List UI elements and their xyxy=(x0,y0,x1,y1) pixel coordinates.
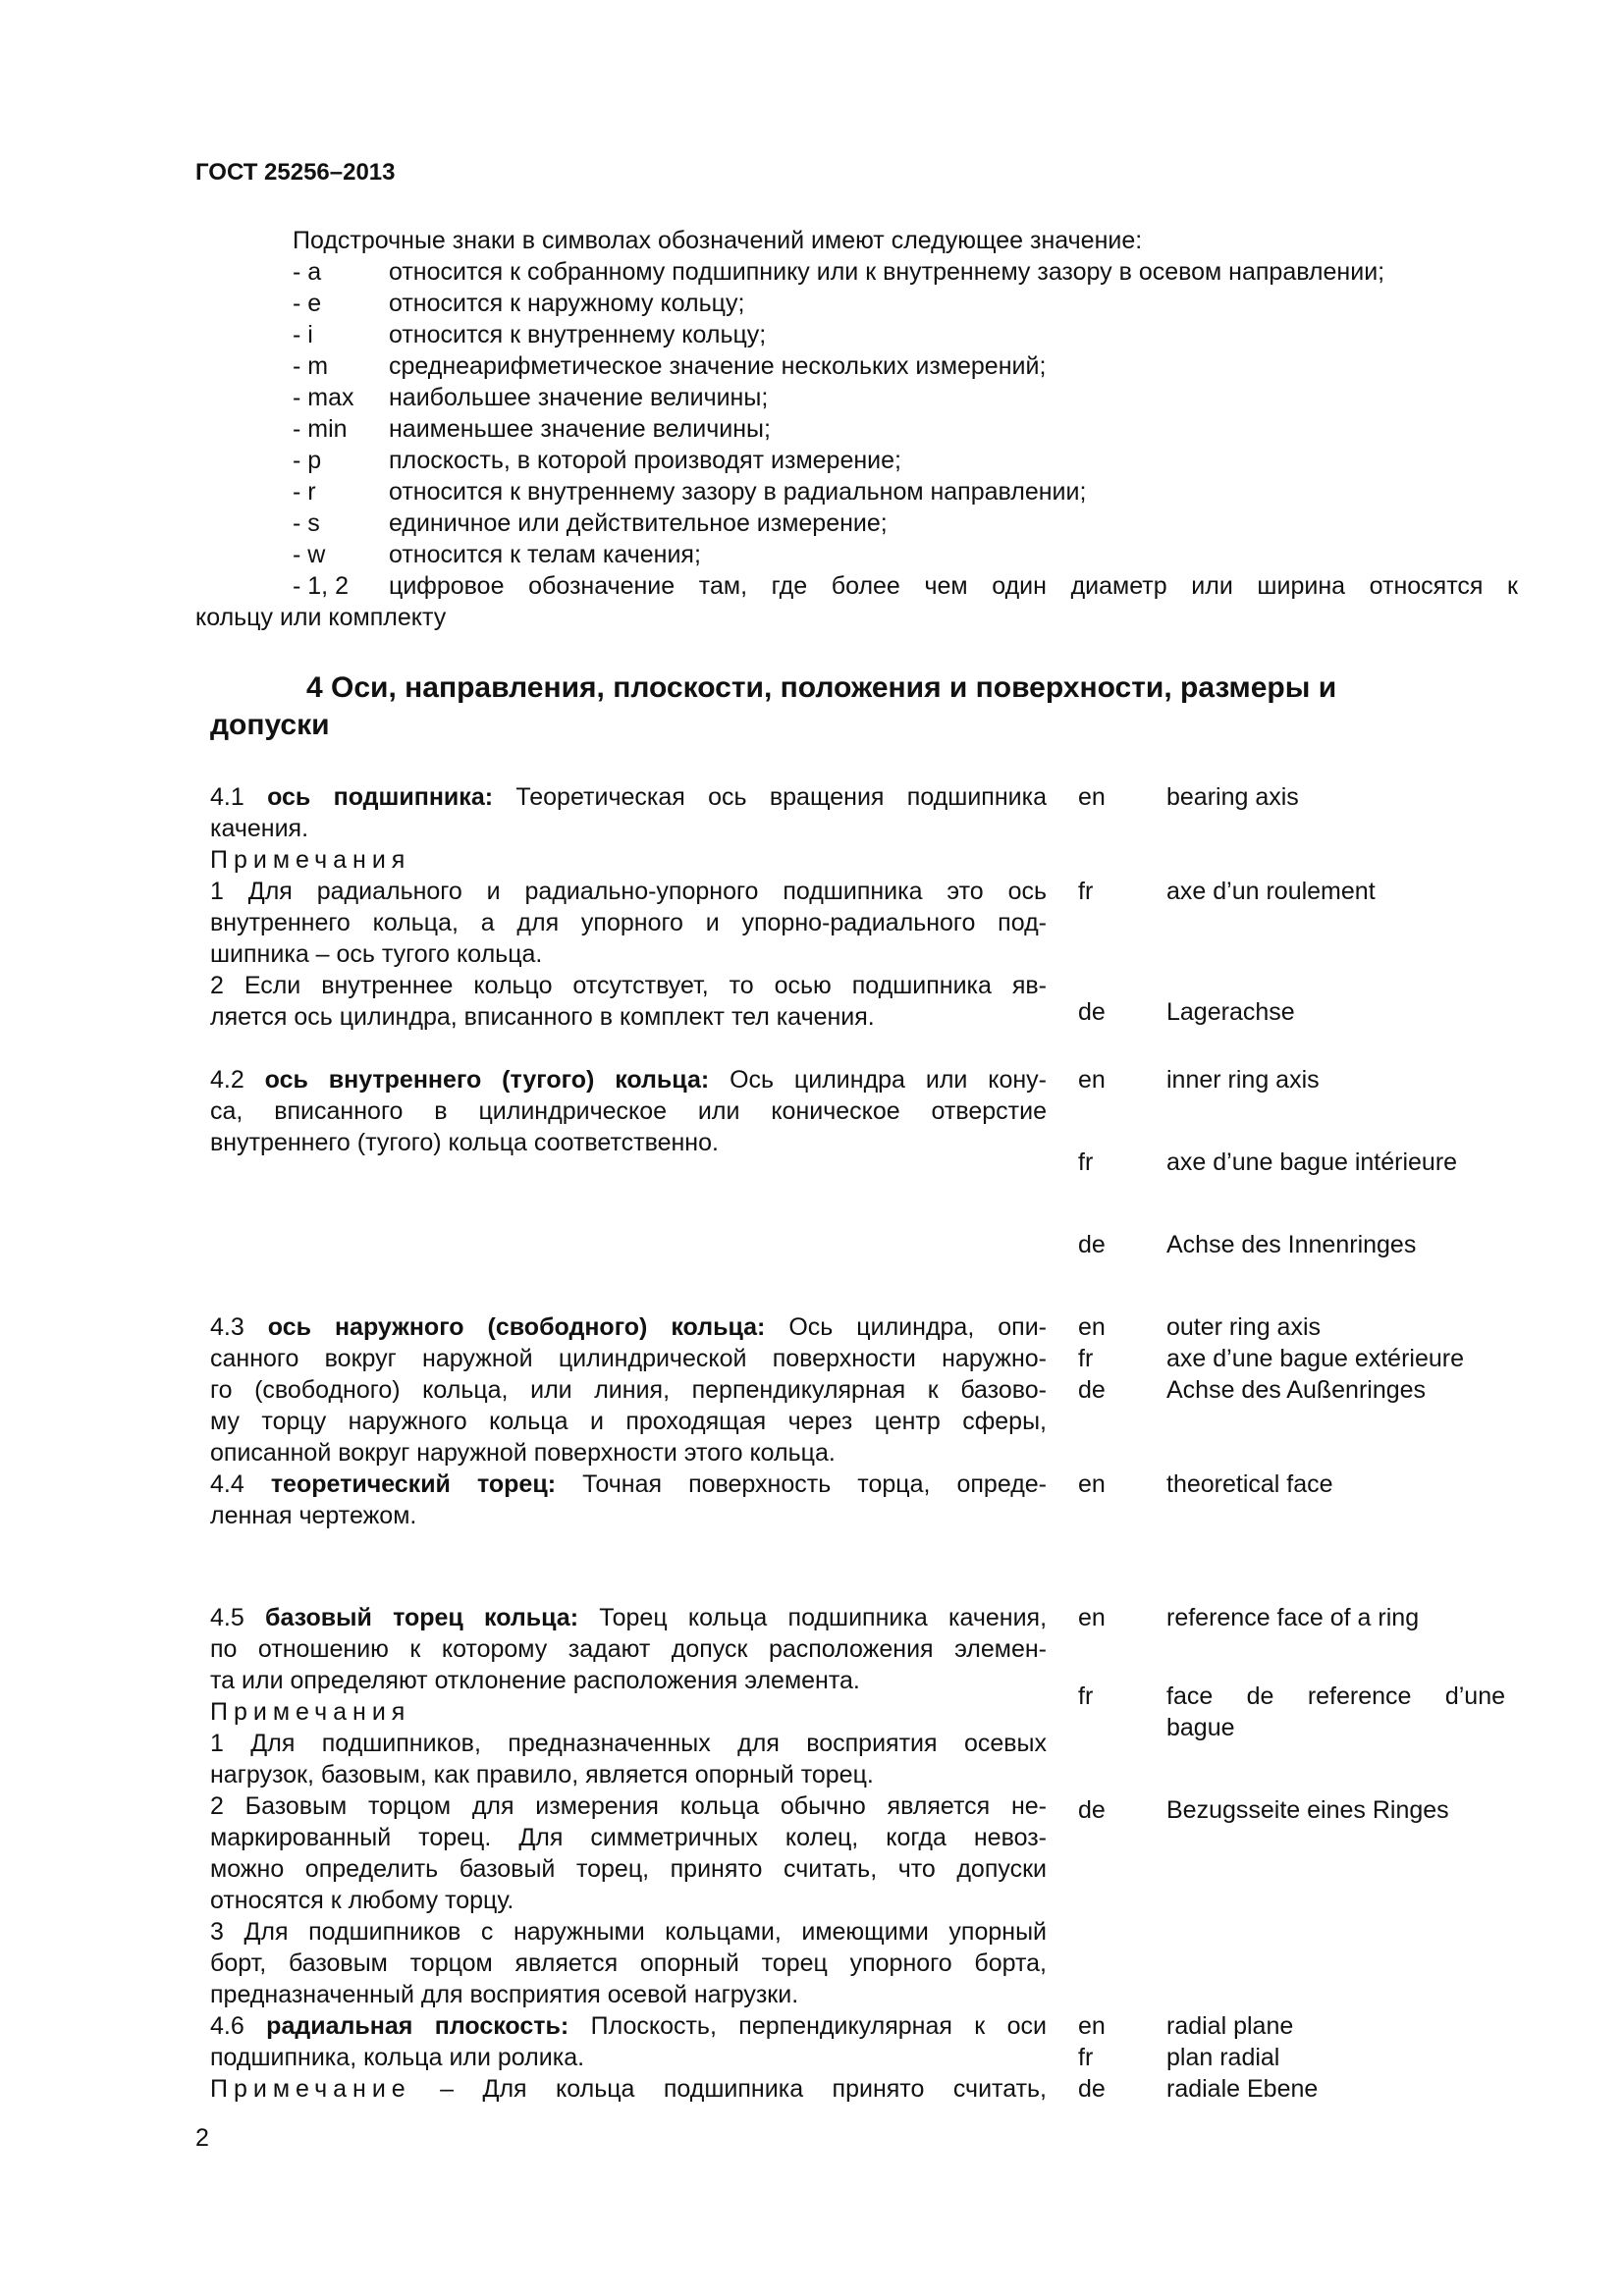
note-line: шипника – ось тугого кольца. xyxy=(210,940,543,968)
term-line: 4.6 радиальная плоскость: Плоскость, перпендикулярная к оси xyxy=(210,2012,1047,2040)
equivalent-de: Achse des Außenringes xyxy=(1166,1376,1427,1404)
term-line: подшипника, кольца или ролика. xyxy=(210,2044,585,2071)
note-line: 1 Для радиального и радиально-упорного подшипника это ось xyxy=(210,878,1047,905)
note-line: внутреннего кольца, а для упорного и упорно-радиального под- xyxy=(210,909,1047,936)
lang-code-en: en xyxy=(1078,1604,1106,1631)
lang-code-fr: fr xyxy=(1078,1148,1094,1176)
term-line: 4.1 ось подшипника: Теоретическая ось вращения подшипника xyxy=(210,783,1047,811)
subscript-key: - r xyxy=(293,478,316,506)
document-header: ГОСТ 25256–2013 xyxy=(195,159,396,186)
note-line: можно определить базовый торец, принято считать, что допуски xyxy=(210,1855,1047,1883)
lang-code-en: en xyxy=(1078,1313,1106,1341)
subscript-key: - s xyxy=(293,509,320,537)
term-name: базовый торец кольца: xyxy=(265,1604,579,1631)
term-line: го (свободного) кольца, или линия, перпендикулярная к базово- xyxy=(210,1376,1047,1404)
equivalent-fr: axe d’un roulement xyxy=(1166,878,1376,905)
equivalent-fr: plan radial xyxy=(1166,2044,1280,2071)
note-label: Примечание xyxy=(210,2075,411,2103)
lang-code-fr: fr xyxy=(1078,1682,1094,1710)
notes-heading: Примечания xyxy=(210,846,411,874)
note-line: маркированный торец. Для симметричных колец, когда невоз- xyxy=(210,1824,1047,1851)
term-line: по отношению к которому задают допуск расположения элемен- xyxy=(210,1635,1047,1663)
lang-code-de: de xyxy=(1078,1796,1106,1824)
subscript-key: - e xyxy=(293,290,322,317)
equivalent-de: radiale Ebene xyxy=(1166,2075,1319,2103)
section-heading-line2: допуски xyxy=(210,709,330,741)
subscript-key: - min xyxy=(293,415,348,443)
equivalent-fr-continued: bague xyxy=(1166,1714,1235,1741)
notes-heading: Примечания xyxy=(210,1698,411,1726)
term-line: описанной вокруг наружной поверхности этого кольца. xyxy=(210,1439,836,1467)
note-line: нагрузок, базовым, как правило, является опорный торец. xyxy=(210,1761,874,1789)
term-line: та или определяют отклонение расположения элемента. xyxy=(210,1667,860,1694)
lang-code-fr: fr xyxy=(1078,878,1094,905)
subscript-text: наименьшее значение величины; xyxy=(389,415,771,443)
lang-code-de: de xyxy=(1078,1376,1106,1404)
subscript-text: среднеарифметическое значение нескольких измерений; xyxy=(389,352,1047,380)
subscript-text: относится к внутреннему зазору в радиальном направлении; xyxy=(389,478,1087,506)
subscript-key: - a xyxy=(293,258,322,286)
note-line: борт, базовым торцом является опорный торец упорного борта, xyxy=(210,1949,1047,1977)
note-line: 2 Если внутреннее кольцо отсутствует, то осью подшипника яв- xyxy=(210,972,1047,999)
lang-code-fr: fr xyxy=(1078,2044,1094,2071)
term-name: ось внутреннего (тугого) кольца: xyxy=(264,1066,710,1094)
term-line: внутреннего (тугого) кольца соответственно. xyxy=(210,1129,719,1156)
term-line: 4.5 базовый торец кольца: Торец кольца подшипника качения, xyxy=(210,1604,1048,1631)
equivalent-fr: axe d’une bague extérieure xyxy=(1166,1345,1465,1372)
subscript-key: - max xyxy=(293,384,354,411)
page-number: 2 xyxy=(195,2124,209,2152)
lang-code-en: en xyxy=(1078,2012,1106,2040)
note-line: Примечание – Для кольца подшипника принято считать, xyxy=(210,2075,1047,2103)
subscript-text: единичное или действительное измерение; xyxy=(389,509,888,537)
equivalent-en: outer ring axis xyxy=(1166,1313,1322,1341)
subscript-text: относится к телам качения; xyxy=(389,541,701,568)
note-line: относятся к любому торцу. xyxy=(210,1887,514,1914)
term-line: качения. xyxy=(210,815,309,842)
equivalent-de: Lagerachse xyxy=(1166,998,1295,1026)
note-line: 3 Для подшипников с наружными кольцами, имеющими упорный xyxy=(210,1918,1047,1946)
lang-code-de: de xyxy=(1078,998,1106,1026)
term-name: ось подшипника: xyxy=(267,783,494,811)
equivalent-en: radial plane xyxy=(1166,2012,1294,2040)
term-line: санного вокруг наружной цилиндрической поверхности наружно- xyxy=(210,1345,1047,1372)
term-line: 4.2 ось внутреннего (тугого) кольца: Ось цилиндра или кону- xyxy=(210,1066,1048,1094)
subscript-text: наибольшее значение величины; xyxy=(389,384,769,411)
note-line: предназначенный для восприятия осевой нагрузки. xyxy=(210,1981,799,2008)
equivalent-fr: axe d’une bague intérieure xyxy=(1166,1148,1458,1176)
term-name: теоретический торец: xyxy=(270,1470,557,1498)
subscript-text: относится к собранному подшипнику или к внутреннему зазору в осевом направлении; xyxy=(389,258,1385,286)
note-line: ляется ось цилиндра, вписанного в комплект тел качения. xyxy=(210,1003,875,1031)
lang-code-de: de xyxy=(1078,2075,1106,2103)
lang-code-fr: fr xyxy=(1078,1345,1094,1372)
equivalent-en: reference face of a ring xyxy=(1166,1604,1420,1631)
term-line: 4.4 теоретический торец: Точная поверхность торца, опреде- xyxy=(210,1470,1048,1498)
equivalent-en: theoretical face xyxy=(1166,1470,1333,1498)
subscripts-intro: Подстрочные знаки в символах обозначений имеют следующее значение: xyxy=(293,227,1143,254)
subscript-key: - m xyxy=(293,352,329,380)
term-line: 4.3 ось наружного (свободного) кольца: Ось цилиндра, опи- xyxy=(210,1313,1048,1341)
lang-code-de: de xyxy=(1078,1231,1106,1258)
subscript-text: цифровое обозначение там, где более чем один диаметр или ширина относятся к xyxy=(389,572,1518,600)
subscript-key: - i xyxy=(293,321,313,348)
subscript-key: - w xyxy=(293,541,326,568)
term-line: ленная чертежом. xyxy=(210,1502,417,1529)
equivalent-de: Achse des Innenringes xyxy=(1166,1231,1417,1258)
equivalent-fr: face de reference d’une xyxy=(1166,1682,1505,1710)
equivalent-en: bearing axis xyxy=(1166,783,1299,811)
section-heading-line1: 4 Оси, направления, плоскости, положения и поверхности, размеры и xyxy=(306,671,1337,704)
term-line: са, вписанного в цилиндрическое или коническое отверстие xyxy=(210,1097,1047,1125)
subscript-continuation: кольцу или комплекту xyxy=(195,604,447,631)
subscript-text: плоскость, в которой производят измерение; xyxy=(389,447,901,474)
term-line: му торцу наружного кольца и проходящая через центр сферы, xyxy=(210,1408,1047,1435)
note-line: 2 Базовым торцом для измерения кольца обычно является не- xyxy=(210,1792,1047,1820)
term-name: ось наружного (свободного) кольца: xyxy=(267,1313,766,1341)
lang-code-en: en xyxy=(1078,1066,1106,1094)
lang-code-en: en xyxy=(1078,783,1106,811)
subscript-key: - p xyxy=(293,447,322,474)
subscript-text: относится к внутреннему кольцу; xyxy=(389,321,767,348)
lang-code-en: en xyxy=(1078,1470,1106,1498)
note-line: 1 Для подшипников, предназначенных для восприятия осевых xyxy=(210,1730,1047,1757)
subscript-text: относится к наружному кольцу; xyxy=(389,290,745,317)
equivalent-en: inner ring axis xyxy=(1166,1066,1320,1094)
equivalent-de: Bezugsseite eines Ringes xyxy=(1166,1796,1449,1824)
term-name: радиальная плоскость: xyxy=(266,2012,569,2040)
subscript-key: - 1, 2 xyxy=(293,572,349,600)
